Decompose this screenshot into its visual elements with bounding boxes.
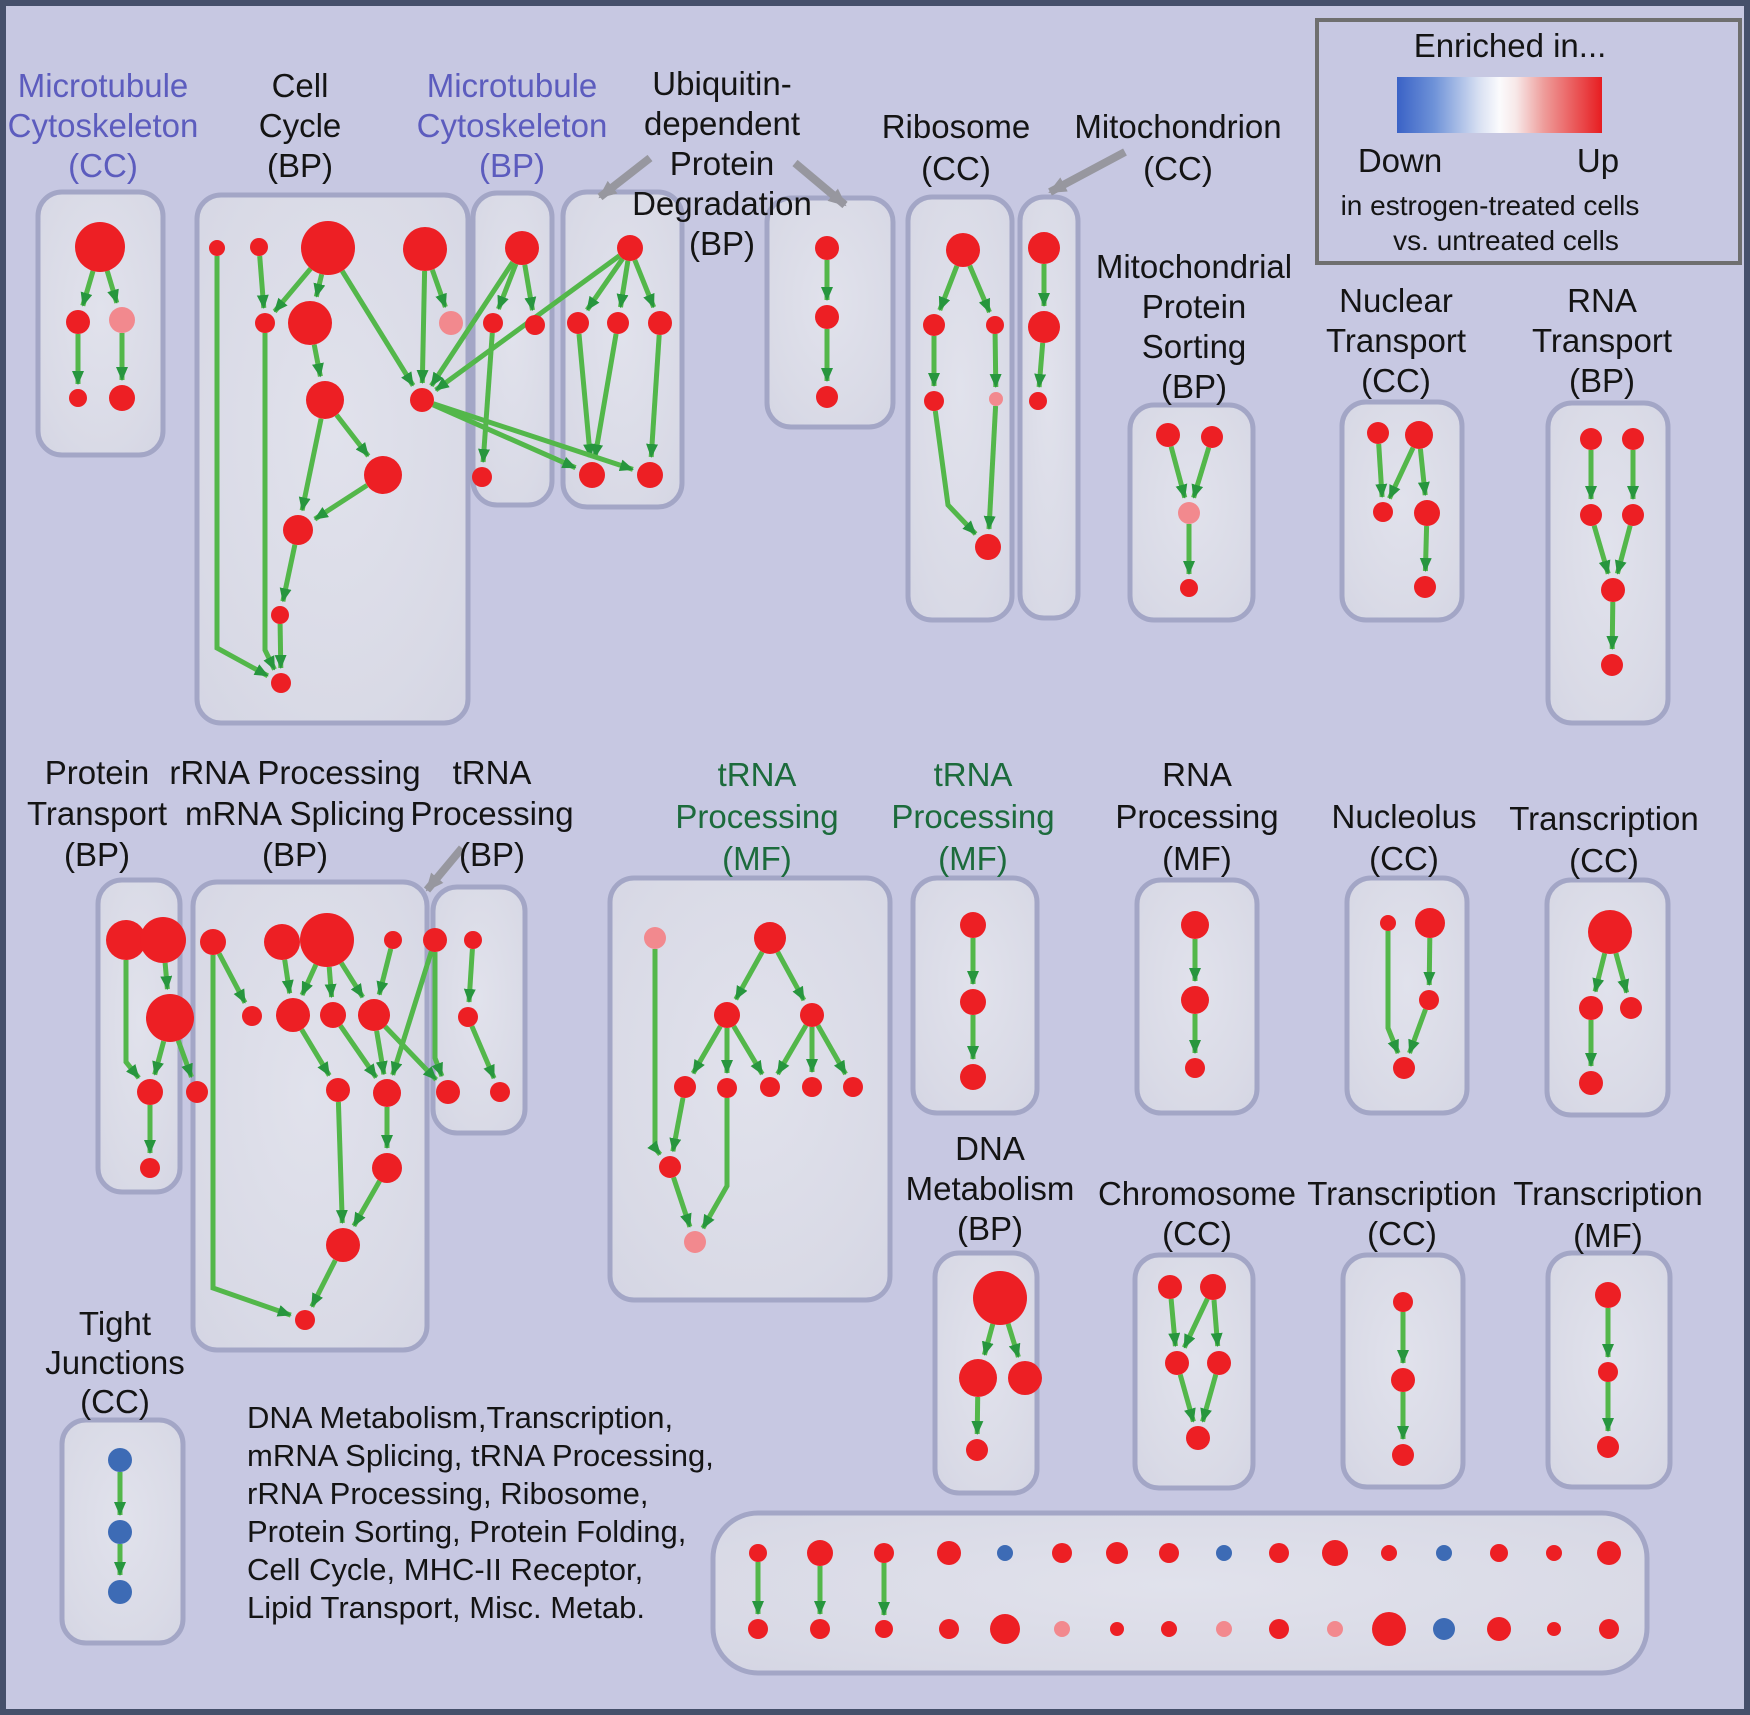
cluster-label-transcription-cc-2: Transcription bbox=[1509, 800, 1699, 837]
node-rrna-mrna-K bbox=[373, 1079, 401, 1107]
cluster-label-trna-mf-small: Processing bbox=[891, 798, 1055, 835]
node-transcription-cc-2-A bbox=[1588, 910, 1632, 954]
node-misc-b12 bbox=[1433, 1618, 1455, 1640]
cluster-label-microtubule-cc: Microtubule bbox=[17, 67, 189, 104]
cluster-label-microtubule-bp: (BP) bbox=[479, 147, 545, 184]
node-rrna-mrna-F bbox=[276, 998, 310, 1032]
node-transcription-mf-B bbox=[1598, 1362, 1618, 1382]
cluster-box-nuclear-transport bbox=[1342, 402, 1462, 620]
node-cell-cycle-n10 bbox=[364, 456, 402, 494]
node-misc-t13 bbox=[1490, 1544, 1508, 1562]
node-microtubule-bp-D bbox=[472, 467, 492, 487]
node-trna-mf-small-A bbox=[960, 912, 986, 938]
node-misc-t12 bbox=[1436, 1545, 1452, 1561]
node-microtubule-bp-A bbox=[505, 231, 539, 265]
edge bbox=[469, 949, 472, 1002]
node-misc-t9 bbox=[1269, 1543, 1289, 1563]
node-dna-metabolism-A bbox=[973, 1271, 1027, 1325]
cluster-label-mitochondrion-cc: (CC) bbox=[1143, 150, 1213, 187]
cluster-label-trna-mf-large: (MF) bbox=[722, 840, 792, 877]
node-mito-protein-sorting-A bbox=[1156, 423, 1180, 447]
cluster-label-cell-cycle: (BP) bbox=[267, 147, 333, 184]
node-misc-b0 bbox=[748, 1619, 768, 1639]
node-misc-b1 bbox=[810, 1619, 830, 1639]
cluster-label-microtubule-bp: Cytoskeleton bbox=[416, 107, 608, 144]
cluster-label-dna-metabolism: Metabolism bbox=[905, 1170, 1075, 1207]
node-rrna-mrna-E bbox=[242, 1006, 262, 1026]
node-misc-b2 bbox=[875, 1620, 893, 1638]
node-cell-cycle-n12 bbox=[271, 606, 289, 624]
cluster-label-cell-cycle: Cell bbox=[271, 67, 329, 104]
node-transcription-cc-2-D bbox=[1579, 1071, 1603, 1095]
cluster-label-dna-metabolism: DNA bbox=[955, 1130, 1025, 1167]
node-cell-cycle-n9 bbox=[410, 388, 434, 412]
node-protein-transport-B bbox=[140, 917, 186, 963]
node-rna-transport-A bbox=[1580, 428, 1602, 450]
node-misc-t8 bbox=[1216, 1545, 1232, 1561]
cluster-label-mito-protein-sorting: Protein bbox=[1141, 288, 1247, 325]
node-nuclear-transport-A bbox=[1367, 422, 1389, 444]
node-ribosome-cc-D bbox=[924, 391, 944, 411]
node-ubiquitin-bp-M3 bbox=[648, 311, 672, 335]
node-cell-cycle-n1 bbox=[209, 240, 225, 256]
node-misc-b13 bbox=[1487, 1617, 1511, 1641]
node-transcription-cc-3-A bbox=[1393, 1292, 1413, 1312]
cluster-label-nuclear-transport: Nuclear bbox=[1339, 282, 1453, 319]
node-rna-processing-mf-C bbox=[1185, 1058, 1205, 1078]
edge bbox=[1429, 938, 1430, 985]
node-ribosome-cc-C bbox=[986, 316, 1004, 334]
node-transcription-cc-2-B bbox=[1579, 996, 1603, 1020]
node-ubiquitin-chain-C2 bbox=[815, 305, 839, 329]
node-chromosome-B bbox=[1200, 1274, 1226, 1300]
node-chromosome-D bbox=[1207, 1351, 1231, 1375]
node-cell-cycle-n6 bbox=[288, 301, 332, 345]
cluster-label-transcription-cc-3: Transcription bbox=[1307, 1175, 1497, 1212]
node-rrna-mrna-H bbox=[358, 999, 390, 1031]
node-trna-mf-large-C bbox=[800, 1003, 824, 1027]
node-mitochondrion-cc-B bbox=[1028, 311, 1060, 343]
node-rrna-mrna-D bbox=[384, 931, 402, 949]
edge bbox=[422, 271, 424, 383]
cluster-label-protein-transport: Protein bbox=[44, 754, 150, 791]
node-misc-b10 bbox=[1327, 1621, 1343, 1637]
node-trna-mf-large-I bbox=[659, 1156, 681, 1178]
node-rna-transport-C bbox=[1580, 504, 1602, 526]
cluster-label-nucleolus: (CC) bbox=[1369, 840, 1439, 877]
cluster-label-trna-mf-small: tRNA bbox=[933, 756, 1013, 793]
misc-categories-text: rRNA Processing, Ribosome, bbox=[247, 1476, 649, 1511]
cluster-box-misc bbox=[713, 1513, 1647, 1673]
node-misc-t3 bbox=[937, 1541, 961, 1565]
node-trna-mf-large-G bbox=[802, 1077, 822, 1097]
node-misc-b5 bbox=[1054, 1621, 1070, 1637]
cluster-label-microtubule-cc: (CC) bbox=[68, 147, 138, 184]
edge bbox=[977, 1397, 978, 1434]
node-microtubule-cc-E bbox=[109, 385, 135, 411]
node-trna-bp-D bbox=[436, 1080, 460, 1104]
edge bbox=[1612, 602, 1613, 649]
node-misc-b6 bbox=[1110, 1622, 1124, 1636]
cluster-label-tight-junctions: Junctions bbox=[45, 1344, 185, 1381]
cluster-label-ribosome-cc: (CC) bbox=[921, 150, 991, 187]
cluster-label-nuclear-transport: Transport bbox=[1326, 322, 1466, 359]
node-misc-t2 bbox=[874, 1543, 894, 1563]
node-trna-mf-large-E bbox=[717, 1078, 737, 1098]
node-nucleolus-C bbox=[1419, 990, 1439, 1010]
node-chromosome-A bbox=[1158, 1275, 1182, 1299]
edge bbox=[165, 963, 167, 989]
node-ubiquitin-chain-C3 bbox=[816, 386, 838, 408]
node-cell-cycle-n3 bbox=[301, 221, 355, 275]
node-misc-t10 bbox=[1322, 1540, 1348, 1566]
cluster-label-tight-junctions: (CC) bbox=[80, 1383, 150, 1420]
node-rrna-mrna-L bbox=[372, 1153, 402, 1183]
cluster-label-rna-transport: Transport bbox=[1532, 322, 1672, 359]
node-mito-protein-sorting-C bbox=[1178, 502, 1200, 524]
node-misc-b4 bbox=[990, 1614, 1020, 1644]
node-nuclear-transport-C bbox=[1373, 502, 1393, 522]
node-ubiquitin-bp-T bbox=[617, 235, 643, 261]
cluster-label-chromosome: (CC) bbox=[1162, 1215, 1232, 1252]
misc-categories-text: Protein Sorting, Protein Folding, bbox=[247, 1514, 687, 1549]
node-misc-t5 bbox=[1052, 1543, 1072, 1563]
node-ribosome-cc-E bbox=[989, 392, 1003, 406]
cluster-label-ubiquitin-bp: dependent bbox=[644, 105, 800, 142]
node-misc-b15 bbox=[1599, 1619, 1619, 1639]
node-misc-b14 bbox=[1547, 1622, 1561, 1636]
node-misc-t14 bbox=[1546, 1545, 1562, 1561]
node-ribosome-cc-B bbox=[923, 314, 945, 336]
node-nucleolus-A bbox=[1380, 915, 1396, 931]
node-ubiquitin-chain-C1 bbox=[815, 236, 839, 260]
node-ubiquitin-bp-M2 bbox=[607, 312, 629, 334]
node-transcription-cc-2-C bbox=[1620, 997, 1642, 1019]
cluster-label-rrna-mrna: mRNA Splicing bbox=[184, 795, 406, 832]
cluster-label-nuclear-transport: (CC) bbox=[1361, 362, 1431, 399]
node-misc-b8 bbox=[1216, 1621, 1232, 1637]
node-chromosome-C bbox=[1165, 1351, 1189, 1375]
node-misc-t15 bbox=[1597, 1541, 1621, 1565]
node-cell-cycle-n8 bbox=[306, 381, 344, 419]
cluster-label-trna-bp: Processing bbox=[410, 795, 574, 832]
node-rna-transport-B bbox=[1622, 428, 1644, 450]
node-ubiquitin-bp-B2 bbox=[637, 462, 663, 488]
misc-categories-text: Cell Cycle, MHC-II Receptor, bbox=[247, 1552, 644, 1587]
cluster-label-microtubule-bp: Microtubule bbox=[426, 67, 598, 104]
node-rrna-mrna-B bbox=[264, 924, 300, 960]
cluster-label-transcription-cc-3: (CC) bbox=[1367, 1215, 1437, 1252]
node-trna-mf-large-F bbox=[760, 1077, 780, 1097]
node-misc-t1 bbox=[807, 1540, 833, 1566]
node-rna-transport-E bbox=[1601, 578, 1625, 602]
node-dna-metabolism-C bbox=[1008, 1361, 1042, 1395]
node-misc-b7 bbox=[1161, 1621, 1177, 1637]
node-nuclear-transport-B bbox=[1405, 421, 1433, 449]
node-mito-protein-sorting-B bbox=[1201, 426, 1223, 448]
node-cell-cycle-n11 bbox=[283, 515, 313, 545]
node-cell-cycle-n2 bbox=[250, 238, 268, 256]
node-trna-mf-large-D bbox=[674, 1076, 696, 1098]
cluster-label-rna-processing-mf: Processing bbox=[1115, 798, 1279, 835]
node-microtubule-bp-B bbox=[483, 313, 503, 333]
cluster-label-transcription-mf: Transcription bbox=[1513, 1175, 1703, 1212]
cluster-label-protein-transport: Transport bbox=[27, 795, 167, 832]
cluster-label-tight-junctions: Tight bbox=[78, 1305, 152, 1342]
legend-down-label: Down bbox=[1357, 142, 1443, 179]
cluster-label-mito-protein-sorting: (BP) bbox=[1161, 368, 1227, 405]
node-tight-junctions-C bbox=[108, 1580, 132, 1604]
cluster-label-mito-protein-sorting: Sorting bbox=[1141, 328, 1247, 365]
node-trna-mf-small-B bbox=[960, 989, 986, 1015]
node-ubiquitin-bp-M1 bbox=[567, 312, 589, 334]
node-misc-t4 bbox=[997, 1545, 1013, 1561]
node-transcription-mf-A bbox=[1595, 1282, 1621, 1308]
node-rrna-mrna-G bbox=[320, 1002, 346, 1028]
cluster-label-trna-mf-large: Processing bbox=[675, 798, 839, 835]
node-misc-t11 bbox=[1381, 1545, 1397, 1561]
cluster-label-protein-transport: (BP) bbox=[64, 836, 130, 873]
node-rrna-mrna-A bbox=[200, 929, 226, 955]
node-tight-junctions-A bbox=[108, 1448, 132, 1472]
node-transcription-cc-3-C bbox=[1392, 1444, 1414, 1466]
node-ribosome-cc-A bbox=[946, 233, 980, 267]
node-cell-cycle-n4 bbox=[403, 227, 447, 271]
node-ubiquitin-bp-B1 bbox=[579, 462, 605, 488]
node-cell-cycle-n7 bbox=[439, 311, 463, 335]
cluster-label-trna-bp: tRNA bbox=[452, 754, 532, 791]
node-trna-mf-large-P bbox=[644, 927, 666, 949]
cluster-label-transcription-cc-2: (CC) bbox=[1569, 842, 1639, 879]
cluster-label-ubiquitin-bp: Protein bbox=[669, 145, 775, 182]
legend-subtitle: in estrogen-treated cells bbox=[1340, 190, 1640, 221]
node-dna-metabolism-B bbox=[959, 1359, 997, 1397]
node-trna-mf-large-H bbox=[843, 1077, 863, 1097]
node-microtubule-cc-D bbox=[69, 389, 87, 407]
legend-title: Enriched in... bbox=[1413, 27, 1607, 64]
node-transcription-mf-C bbox=[1597, 1436, 1619, 1458]
node-chromosome-E bbox=[1186, 1426, 1210, 1450]
node-misc-b11 bbox=[1372, 1612, 1406, 1646]
cluster-label-ubiquitin-bp: Ubiquitin- bbox=[652, 65, 792, 102]
cluster-label-rrna-mrna: rRNA Processing bbox=[169, 754, 421, 791]
cluster-label-trna-mf-large: tRNA bbox=[717, 756, 797, 793]
cluster-label-transcription-mf: (MF) bbox=[1573, 1217, 1643, 1254]
node-misc-b9 bbox=[1269, 1619, 1289, 1639]
node-mitochondrion-cc-A bbox=[1028, 232, 1060, 264]
misc-categories-text: Lipid Transport, Misc. Metab. bbox=[247, 1590, 645, 1625]
node-mito-protein-sorting-D bbox=[1180, 579, 1198, 597]
cluster-label-mito-protein-sorting: Mitochondrial bbox=[1095, 248, 1293, 285]
node-trna-bp-A bbox=[423, 928, 447, 952]
node-nuclear-transport-D bbox=[1414, 500, 1440, 526]
node-dna-metabolism-D bbox=[966, 1439, 988, 1461]
node-nuclear-transport-E bbox=[1414, 576, 1436, 598]
cluster-label-rna-processing-mf: RNA bbox=[1162, 756, 1232, 793]
node-protein-transport-F bbox=[186, 1081, 208, 1103]
node-misc-t6 bbox=[1106, 1542, 1128, 1564]
edge bbox=[1425, 526, 1426, 571]
node-trna-mf-large-B bbox=[714, 1002, 740, 1028]
node-rna-transport-D bbox=[1622, 504, 1644, 526]
node-rna-processing-mf-A bbox=[1181, 911, 1209, 939]
edge bbox=[280, 624, 281, 668]
node-transcription-cc-3-B bbox=[1391, 1368, 1415, 1392]
cluster-label-dna-metabolism: (BP) bbox=[957, 1210, 1023, 1247]
node-trna-bp-E bbox=[490, 1082, 510, 1102]
legend-gradient-bar bbox=[1397, 77, 1602, 133]
cluster-label-ubiquitin-bp: (BP) bbox=[689, 225, 755, 262]
cluster-label-microtubule-cc: Cytoskeleton bbox=[7, 107, 199, 144]
legend-subtitle: vs. untreated cells bbox=[1393, 225, 1619, 256]
node-trna-bp-C bbox=[458, 1007, 478, 1027]
node-microtubule-cc-C bbox=[109, 307, 135, 333]
node-misc-t7 bbox=[1159, 1543, 1179, 1563]
node-protein-transport-G bbox=[140, 1158, 160, 1178]
node-trna-mf-large-J bbox=[684, 1231, 706, 1253]
node-cell-cycle-n5 bbox=[255, 313, 275, 333]
cluster-label-cell-cycle: Cycle bbox=[258, 107, 342, 144]
cluster-label-trna-mf-small: (MF) bbox=[938, 840, 1008, 877]
edge bbox=[329, 967, 331, 997]
node-rna-transport-F bbox=[1601, 654, 1623, 676]
node-cell-cycle-n13 bbox=[271, 673, 291, 693]
cluster-label-rna-processing-mf: (MF) bbox=[1162, 840, 1232, 877]
node-microtubule-cc-B bbox=[66, 310, 90, 334]
cluster-label-rrna-mrna: (BP) bbox=[262, 836, 328, 873]
node-microtubule-cc-A bbox=[75, 222, 125, 272]
node-misc-t0 bbox=[749, 1544, 767, 1562]
node-protein-transport-E bbox=[137, 1079, 163, 1105]
misc-categories-text: DNA Metabolism,Transcription, bbox=[247, 1400, 674, 1435]
cluster-label-nucleolus: Nucleolus bbox=[1331, 798, 1477, 835]
node-protein-transport-C bbox=[146, 994, 194, 1042]
node-rna-processing-mf-B bbox=[1181, 986, 1209, 1014]
cluster-label-chromosome: Chromosome bbox=[1097, 1175, 1297, 1212]
legend-up-label: Up bbox=[1576, 142, 1620, 179]
cluster-label-ubiquitin-bp: Degradation bbox=[632, 185, 812, 222]
node-tight-junctions-B bbox=[108, 1520, 132, 1544]
node-nucleolus-B bbox=[1415, 908, 1445, 938]
cluster-label-ribosome-cc: Ribosome bbox=[881, 108, 1031, 145]
node-trna-mf-small-C bbox=[960, 1064, 986, 1090]
node-rrna-mrna-J bbox=[326, 1078, 350, 1102]
edge bbox=[995, 334, 996, 387]
node-ribosome-cc-F bbox=[975, 534, 1001, 560]
node-trna-bp-B bbox=[464, 931, 482, 949]
node-rrna-mrna-N bbox=[295, 1310, 315, 1330]
cluster-label-trna-bp: (BP) bbox=[459, 836, 525, 873]
node-microtubule-bp-C bbox=[525, 315, 545, 335]
node-mitochondrion-cc-C bbox=[1029, 392, 1047, 410]
edge bbox=[1379, 444, 1382, 497]
node-rrna-mrna-M bbox=[326, 1228, 360, 1262]
node-rrna-mrna-C bbox=[300, 913, 354, 967]
cluster-label-rna-transport: (BP) bbox=[1569, 362, 1635, 399]
cluster-box-chromosome bbox=[1135, 1255, 1253, 1488]
cluster-label-mitochondrion-cc: Mitochondrion bbox=[1074, 108, 1282, 145]
misc-categories-text: mRNA Splicing, tRNA Processing, bbox=[247, 1438, 714, 1473]
node-nucleolus-D bbox=[1393, 1057, 1415, 1079]
node-misc-b3 bbox=[939, 1619, 959, 1639]
node-trna-mf-large-A bbox=[754, 922, 786, 954]
cluster-label-rna-transport: RNA bbox=[1567, 282, 1637, 319]
